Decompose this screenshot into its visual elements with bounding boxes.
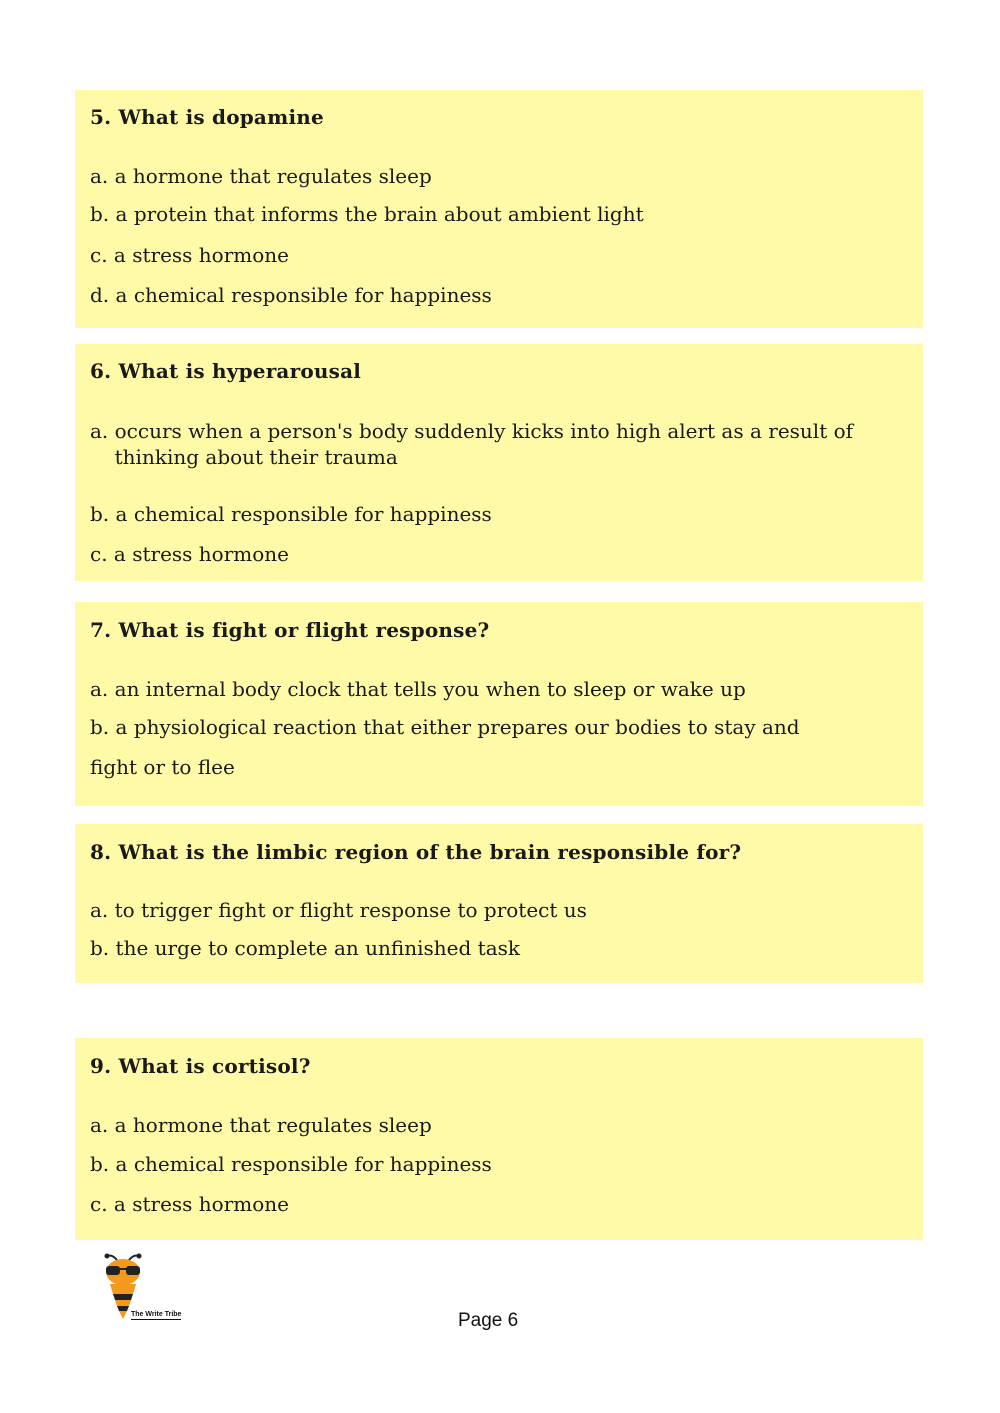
option-text: a chemical responsible for happiness bbox=[115, 283, 492, 307]
option-c bbox=[90, 1191, 903, 1217]
option-b bbox=[90, 714, 903, 740]
option-letter: a. bbox=[90, 677, 109, 701]
option-letter: b. bbox=[90, 202, 110, 226]
option-b bbox=[90, 1151, 903, 1177]
question-title: 7. What is fight or flight response? bbox=[90, 618, 490, 642]
question-box-9 bbox=[75, 1038, 923, 1240]
bee-body-icon bbox=[110, 1284, 136, 1294]
option-text: a chemical responsible for happiness bbox=[115, 1152, 492, 1176]
question-title: 8. What is the limbic region of the brain responsible for? bbox=[90, 840, 742, 864]
option-b bbox=[90, 501, 903, 527]
option-letter: b. bbox=[90, 502, 110, 526]
page-number: Page 6 bbox=[458, 1310, 519, 1331]
option-letter: b. bbox=[90, 715, 110, 739]
option-letter: c. bbox=[90, 542, 108, 566]
option-text: a hormone that regulates sleep bbox=[114, 1113, 432, 1137]
option-letter: b. bbox=[90, 936, 110, 960]
option-text-continuation: fight or to flee bbox=[90, 755, 235, 779]
question-box-8 bbox=[75, 824, 923, 983]
option-b bbox=[90, 201, 903, 227]
option-c bbox=[90, 242, 903, 268]
option-letter: d. bbox=[90, 283, 110, 307]
question-box-6 bbox=[75, 344, 923, 581]
option-text: a stress hormone bbox=[113, 542, 289, 566]
option-letter: c. bbox=[90, 1192, 108, 1216]
option-c bbox=[90, 541, 903, 567]
option-a bbox=[90, 897, 903, 923]
option-text: a chemical responsible for happiness bbox=[115, 502, 492, 526]
question-title: 5. What is dopamine bbox=[90, 105, 324, 129]
option-b bbox=[90, 935, 903, 961]
option-a bbox=[90, 676, 903, 702]
option-text: a protein that informs the brain about ambient light bbox=[115, 202, 644, 226]
question-title: 9. What is cortisol? bbox=[90, 1054, 311, 1078]
option-letter: a. bbox=[90, 164, 109, 188]
option-text: to trigger fight or flight response to protect us bbox=[114, 898, 587, 922]
option-a bbox=[90, 418, 903, 470]
option-a bbox=[90, 163, 903, 189]
logo-text: The Write Tribe bbox=[131, 1311, 182, 1318]
option-letter: b. bbox=[90, 1152, 110, 1176]
question-box-7 bbox=[75, 602, 923, 806]
question-box-5 bbox=[75, 90, 923, 328]
option-text: a physiological reaction that either prepares our bodies to stay and bbox=[115, 715, 800, 739]
option-a bbox=[90, 1112, 903, 1138]
option-text: the urge to complete an unfinished task bbox=[115, 936, 521, 960]
option-text: a stress hormone bbox=[113, 1192, 289, 1216]
option-text: a stress hormone bbox=[113, 243, 289, 267]
option-text: occurs when a person's body suddenly kicks into high alert as a result of thinking about their trauma bbox=[114, 419, 854, 469]
option-letter: a. bbox=[90, 419, 109, 443]
option-text: a hormone that regulates sleep bbox=[114, 164, 432, 188]
option-letter: a. bbox=[90, 1113, 109, 1137]
option-b-continuation bbox=[90, 754, 903, 780]
option-letter: c. bbox=[90, 243, 108, 267]
option-letter: a. bbox=[90, 898, 109, 922]
question-title: 6. What is hyperarousal bbox=[90, 359, 362, 383]
option-text: an internal body clock that tells you when to sleep or wake up bbox=[114, 677, 746, 701]
option-d bbox=[90, 282, 903, 308]
